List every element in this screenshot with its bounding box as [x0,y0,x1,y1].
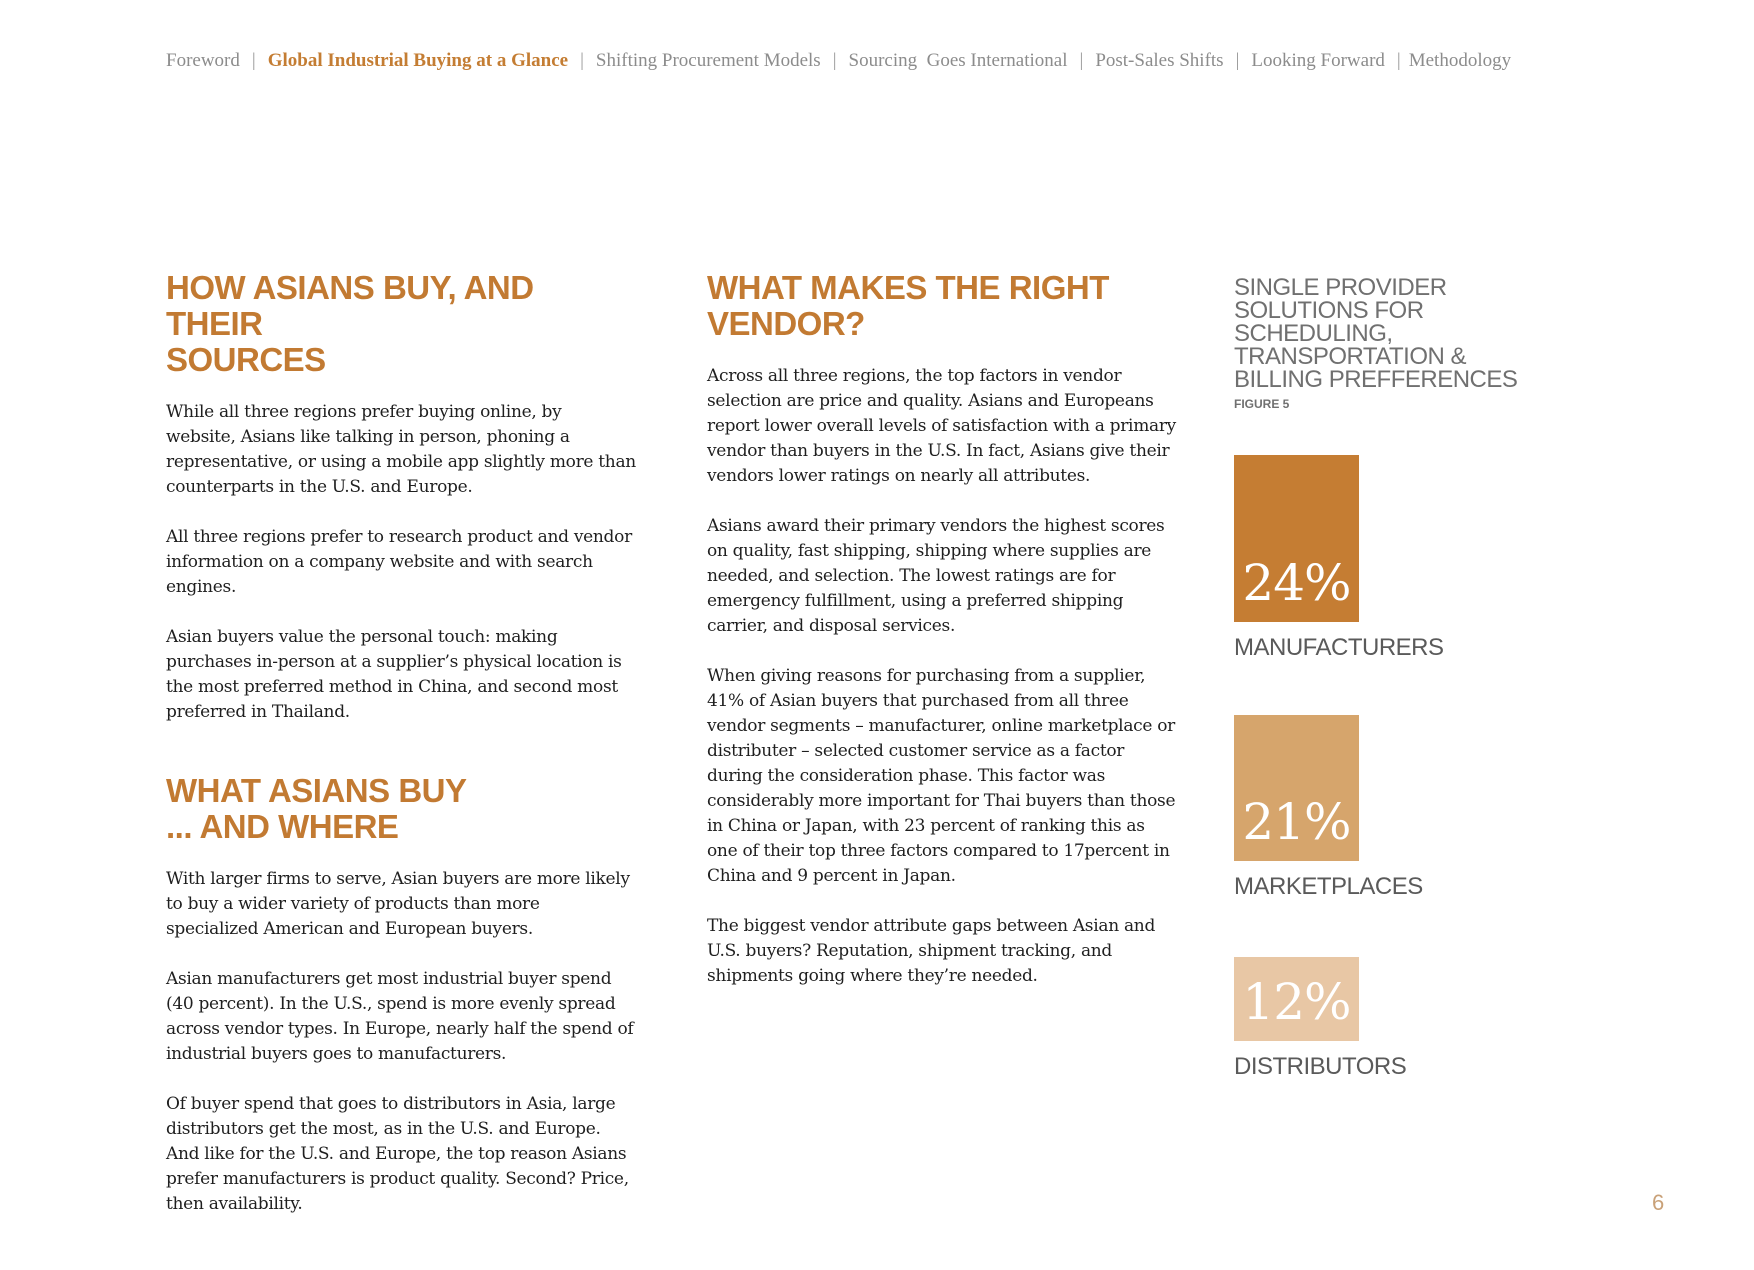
figure-header [1234,276,1534,411]
nav-looking-forward[interactable]: Looking Forward [1251,50,1385,71]
heading-what-asians-buy [166,773,636,845]
nav-separator: | [580,50,584,71]
paragraph: While all three regions prefer buying online, by website, Asians like talking in person, phoning a representative, or using a mobile app slightly more than counterparts in the U.S. and Europe. [166,402,636,497]
paragraph: When giving reasons for purchasing from a supplier, 41% of Asian buyers that purchased from all three vendor segments – manufacturer, online marketplace or distributer – selected customer service as a factor during the consideration phase. This factor was considerably more important for Thai buyers than those in China or Japan, with 23 percent of ranking this as one of their top three factors compared to 17percent in China and 9 percent in Japan. [707,666,1176,886]
chart-category-label: DISTRIBUTORS [1234,1053,1407,1080]
heading-line: WHAT MAKES THE RIGHT [707,269,1109,306]
paragraph: Asians award their primary vendors the highest scores on quality, fast shipping, shipping where supplies are needed, and selection. The lowest ratings are for emergency fulfillment, using a preferred shipping carrier, and disposal services. [707,516,1165,636]
middle-column [707,270,1177,1014]
nav-separator: | [1235,50,1240,71]
heading-line: VENDOR? [707,305,865,342]
figure-title-line: SCHEDULING, [1234,320,1393,347]
nav-global-industrial-buying[interactable]: Global Industrial Buying at a Glance [267,50,569,71]
chart-value-label: 12% [1242,973,1351,1031]
nav-sourcing-international[interactable]: Sourcing Goes International [848,50,1068,71]
nav-separator: | [1079,50,1084,71]
chart-category-label: MANUFACTURERS [1234,634,1444,661]
nav-shifting-procurement[interactable]: Shifting Procurement Models [595,50,821,71]
nav-post-sales-shifts[interactable]: Post-Sales Shifts [1095,50,1224,71]
heading-line: HOW ASIANS BUY, AND THEIR [166,269,534,342]
figure-title-line: BILLING PREFFERENCES [1234,366,1518,393]
figure-title-line: SINGLE PROVIDER [1234,274,1447,301]
figure-title-line: TRANSPORTATION & [1234,343,1467,370]
chart-value-label: 21% [1242,793,1351,851]
chart-category-label: MARKETPLACES [1234,873,1423,900]
paragraph: Asian manufacturers get most industrial buyer spend (40 percent). In the U.S., spend is more evenly spread across vendor types. In Europe, nearly half the spend of industrial buyers goes to manufacturers. [166,969,634,1064]
figure-title [1234,276,1534,391]
paragraph: The biggest vendor attribute gaps between Asian and U.S. buyers? Reputation, shipment tracking, and shipments going where they’re needed. [707,916,1156,986]
nav-separator: | [832,50,837,71]
nav-separator: | [1396,50,1401,71]
chart-bar-marketplaces [1234,715,1359,861]
paragraph: Of buyer spend that goes to distributors in Asia, large distributors get the most, as in the U.S. and Europe. And like for the U.S. and Europe, the top reason Asians prefer manufacturers is product quality. Second? Price, then availability. [166,1094,629,1214]
chart-bar-distributors [1234,957,1359,1041]
figure-label: FIGURE 5 [1234,397,1290,411]
nav-foreword[interactable]: Foreword [166,50,240,71]
chart-value-label: 24% [1242,554,1351,612]
section-nav [166,50,1616,72]
page-number: 6 [1652,1190,1665,1215]
chart-bar-manufacturers [1234,455,1359,622]
paragraph: Asian buyers value the personal touch: making purchases in-person at a supplier’s physical location is the most preferred method in China, and second most preferred in Thailand. [166,627,622,722]
heading-how-asians-buy [166,270,636,378]
nav-methodology[interactable]: Methodology [1408,50,1512,71]
heading-line: ... AND WHERE [166,808,399,845]
paragraph: With larger firms to serve, Asian buyers are more likely to buy a wider variety of products than more specialized American and European buyers. [166,869,630,939]
paragraph: All three regions prefer to research product and vendor information on a company website and with search engines. [166,527,632,597]
nav-separator: | [251,50,256,71]
left-column [166,270,636,1242]
paragraph: Across all three regions, the top factors in vendor selection are price and quality. Asians and Europeans report lower overall levels of satisfaction with a primary vendor than buyers in the U.S. In fact, Asians give their vendors lower ratings on nearly all attributes. [707,366,1176,486]
heading-line: SOURCES [166,341,326,378]
heading-line: WHAT ASIANS BUY [166,772,467,809]
heading-right-vendor [707,270,1177,342]
figure-title-line: SOLUTIONS FOR [1234,297,1424,324]
